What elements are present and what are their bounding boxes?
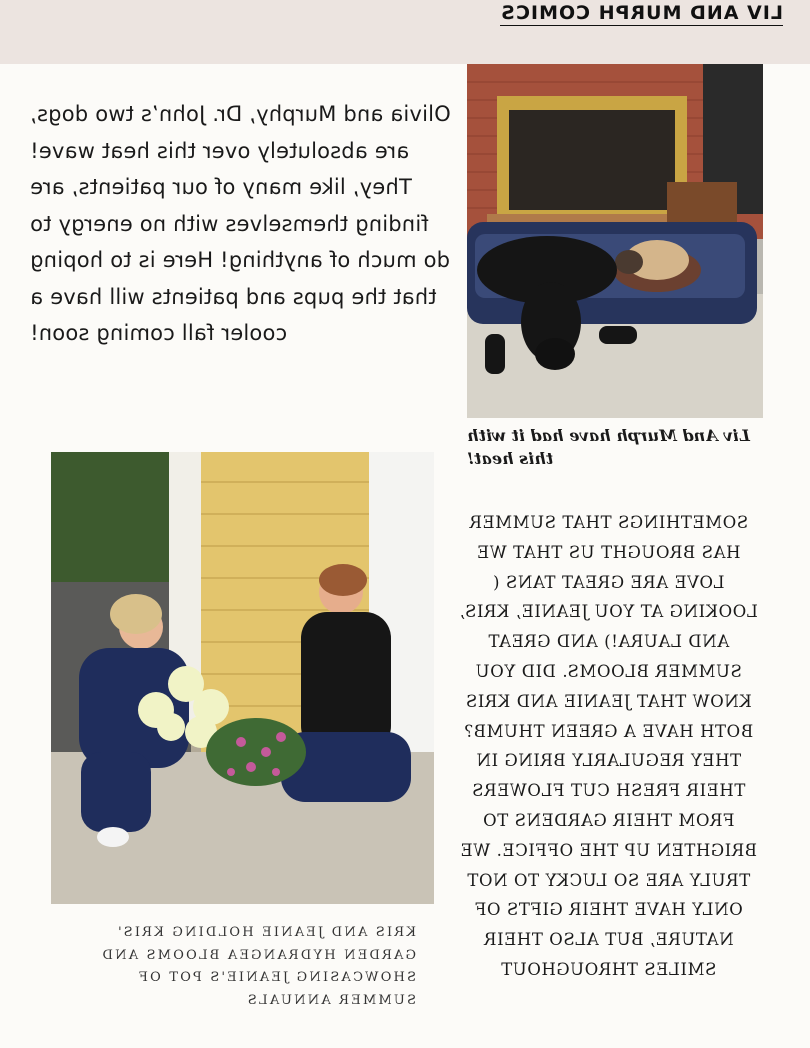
summer-paragraph: SOMETHINGS THAT SUMMER HAS BROUGHT US THAT WE LOVE ARE GREAT TANS ( LOOKING AT YOU JEANIE, KRIS, AND LAURA!) AND GREAT SUMMER BLOOMS. DID YOU KNOW THAT JEANIE AND KRIS BOTH HAVE A GREEN THUMB? THEY REGULARLY BRING IN THEIR FRESH CUT FLOWERS FROM THEIR GARDENS TO BRIGHTEN UP THE OFFICE. WE TRULY ARE SO LUCKY TO NOT ONLY HAVE THEIR GIFTS OF NATURE, BUT ALSO THEIR SMILES THROUGHOUT bbox=[459, 513, 758, 979]
intro-paragraph: Olivia and Murphy, Dr. John’s two dogs, are absolutely over this heat wave! They, like many of our patients, are finding themselves with no energy to do much of anything! Here is to hoping that the pups and patients will have a cooler fall coming soon! bbox=[30, 102, 451, 345]
women-photo-caption: KRIS AND JEANIE HOLDING KRIS' GARDEN HYDRANGEA BLOOMS AND SHOWCASING JEANIE'S POT OF SUMMER ANNUALS bbox=[100, 925, 416, 1008]
two-women-with-flowers-photo-icon bbox=[51, 452, 434, 904]
dogs-photo-caption: Liv And Murph have had it with this heat! bbox=[467, 426, 750, 468]
dogs-photo bbox=[467, 64, 763, 418]
page-title bbox=[500, 0, 810, 26]
women-photo bbox=[51, 452, 434, 904]
dogs-on-bed-photo-icon bbox=[467, 64, 763, 418]
page-title-text: LIV AND MURPH COMICS bbox=[500, 2, 783, 26]
